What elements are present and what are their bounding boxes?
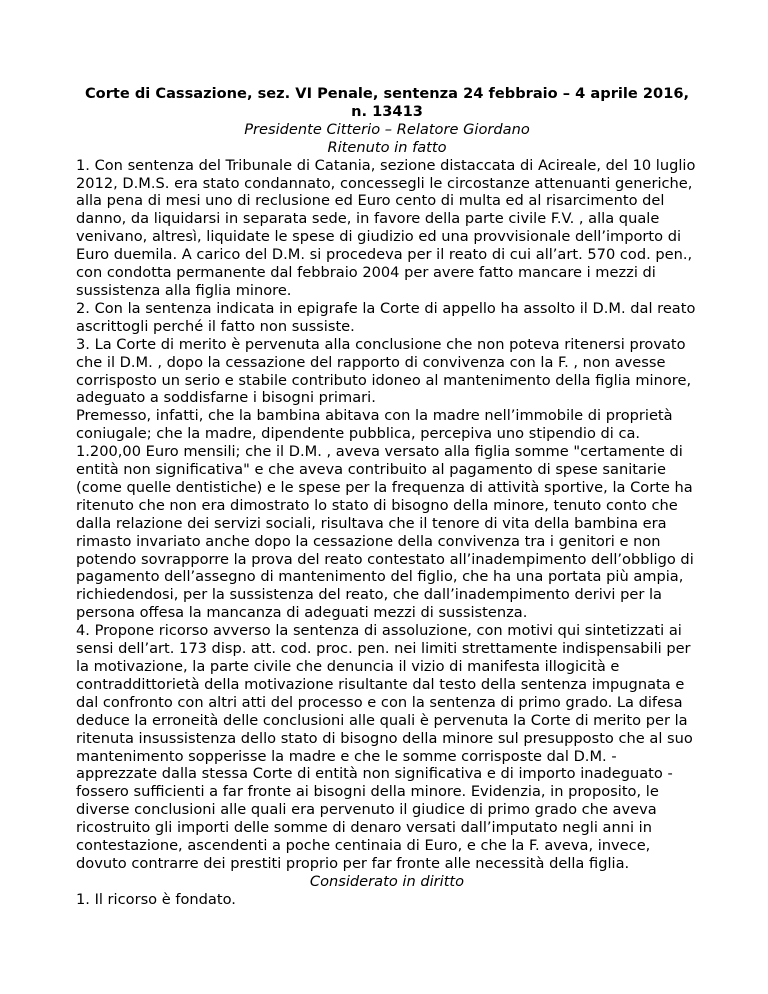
- paragraph-premesso: Premesso, infatti, che la bambina abitava con la madre nell’immobile di proprietà coniugale; che la madre, dipendente pubblica, percepiva uno stipendio di ca. 1.200,00 Euro mensili; che il D.M. , aveva versato alla figlia somme "certamente di entità non significativa" e che aveva contribuito al pagamento di spese sanitarie (come quelle dentistiche) e le spese per la frequenza di attività sportive, la Corte ha ritenuto che non era dimostrato lo stato di bisogno della minore, tenuto conto che dalla relazione dei servizi sociali, risultava che il tenore di vita della bambina era rimasto invariato anche dopo la cessazione della convivenza tra i genitori e non potendo sovrapporre la prova del reato contestato all’inadempimento dell’obbligo di pagamento dell’assegno di mantenimento del figlio, che ha una portata più ampia, richiedendosi, per la sussistenza del reato, che dall’inadempimento derivi per la persona offesa la mancanza di adeguati mezzi di sussistenza.: [76, 407, 694, 622]
- paragraph-1: 1. Con sentenza del Tribunale di Catania, sezione distaccata di Acireale, del 10 luglio 2012, D.M.S. era stato condannato, concessegli le circostanze attenuanti generiche, alla pena di mesi uno di reclusione ed Euro cento di multa ed al risarcimento del danno, da liquidarsi in separata sede, in favore della parte civile F.V. , alla quale venivano, altresì, liquidate le spese di giudizio ed una provvisionale dell’importo di Euro duemila. A carico del D.M. si procedeva per il reato di cui all’art. 570 cod. pen., con condotta permanente dal febbraio 2004 per avere fatto mancare i mezzi di sussistenza alla figlia minore.: [76, 156, 696, 299]
- document-page: [76, 85, 698, 909]
- paragraph-final: 1. Il ricorso è fondato.: [76, 890, 236, 908]
- section-heading-considerato: Considerato in diritto: [309, 872, 465, 890]
- section-heading-ritenuto: Ritenuto in fatto: [327, 138, 447, 156]
- document-subtitle: Presidente Citterio – Relatore Giordano: [244, 120, 530, 138]
- paragraph-2: 2. Con la sentenza indicata in epigrafe la Corte di appello ha assolto il D.M. dal reato ascrittogli perché il fatto non sussiste.: [76, 299, 696, 335]
- paragraph-4: 4. Propone ricorso avverso la sentenza di assoluzione, con motivi qui sintetizzati ai sensi dell’art. 173 disp. att. cod. proc. pen. nei limiti strettamente indispensabili per la motivazione, la parte civile che denuncia il vizio di manifesta illogicità e contraddittorietà della motivazione risultante dal testo della sentenza impugnata e dal confronto con altri atti del processo e con la sentenza di primo grado. La difesa deduce la erroneità delle conclusioni alle quali è pervenuta la Corte di merito per la ritenuta insussistenza dello stato di bisogno della minore sul presupposto che al suo mantenimento sopperisse la madre e che le somme corrisposte dal D.M. - apprezzate dalla stessa Corte di entità non significativa e di importo inadeguato - fossero sufficienti a far fronte ai bisogni della minore. Evidenzia, in proposito, le diverse conclusioni alle quali era pervenuto il giudice di primo grado che aveva ricostruito gli importi delle somme di denaro versati dall’imputato negli anni in contestazione, ascendenti a poche centinaia di Euro, e che la F. aveva, invece, dovuto contrarre dei prestiti proprio per far fronte alle necessità della figlia.: [76, 622, 693, 872]
- document-title: Corte di Cassazione, sez. VI Penale, sentenza 24 febbraio – 4 aprile 2016, n. 13413: [84, 85, 690, 120]
- paragraph-3: 3. La Corte di merito è pervenuta alla conclusione che non poteva ritenersi provato che il D.M. , dopo la cessazione del rapporto di convivenza con la F. , non avesse corrisposto un serio e stabile contributo idoneo al mantenimento della figlia minore, adeguato a soddisfarne i bisogni primari.: [76, 335, 692, 407]
